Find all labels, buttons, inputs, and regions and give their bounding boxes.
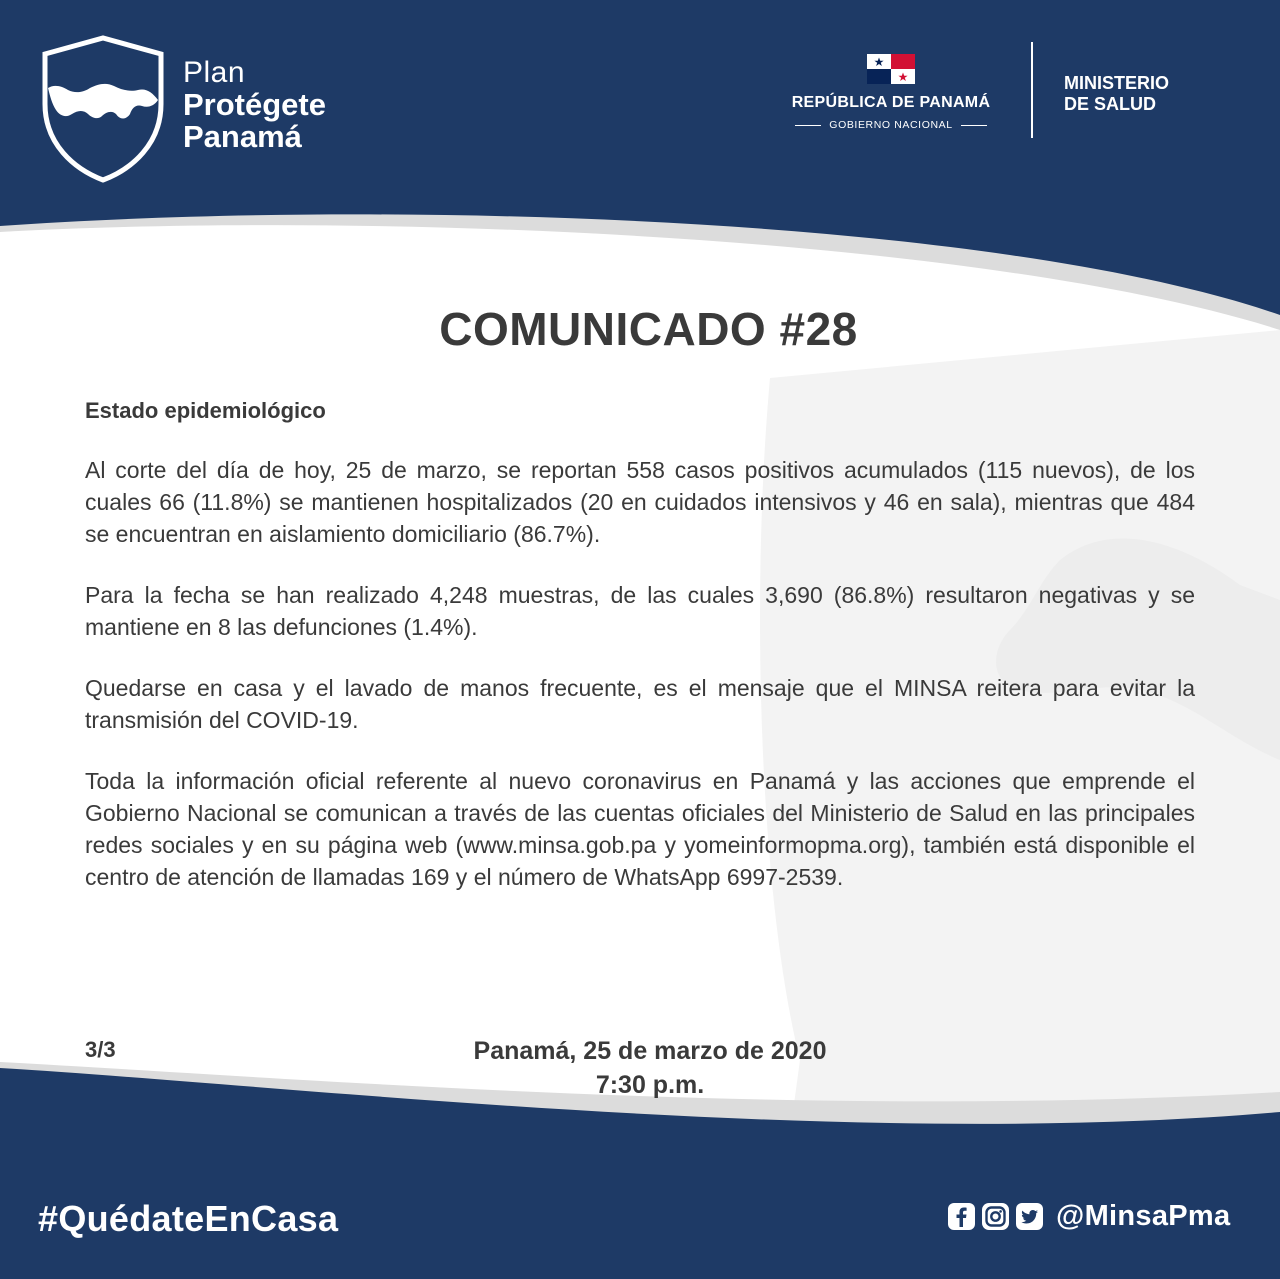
page-title: COMUNICADO #28 <box>439 303 858 355</box>
date-block <box>390 1034 910 1102</box>
paragraph-1: Al corte del día de hoy, 25 de marzo, se reportan 558 casos positivos acumulados (115 nuevos), de los cuales 66 (11.8%) se mantienen hospitalizados (20 en cuidados intensivos y 46 en sala), mientras que 484 se encuentran en aislamiento domiciliario (86.7%). <box>85 457 1195 547</box>
plan-shield-logo <box>40 34 166 184</box>
hashtag: #QuédateEnCasa <box>38 1198 339 1239</box>
ministry-line-2: DE SALUD <box>1064 94 1157 114</box>
republic-name: REPÚBLICA DE PANAMÁ <box>791 94 991 111</box>
date-line: Panamá, 25 de marzo de 2020 <box>473 1037 827 1065</box>
facebook-icon[interactable] <box>948 1203 975 1230</box>
plan-line-3: Panamá <box>183 119 302 154</box>
plan-title <box>183 58 326 152</box>
ministry-name <box>1064 73 1169 115</box>
paragraph-2: Para la fecha se han realizado 4,248 muestras, de las cuales 3,690 (86.8%) resultaron negativas y se mantiene en 8 las defunciones (1.4%). <box>85 582 1195 640</box>
section-heading: Estado epidemiológico <box>85 398 326 423</box>
paragraph-3: Quedarse en casa y el lavado de manos frecuente, es el mensaje que el MINSA reitera para evitar la transmisión del COVID-19. <box>85 675 1195 733</box>
plan-line-2: Protégete <box>183 87 326 122</box>
time-line: 7:30 p.m. <box>595 1071 705 1099</box>
republic-block <box>760 94 1022 131</box>
ministry-line-1: MINISTERIO <box>1064 73 1170 93</box>
page-number: 3/3 <box>85 1037 116 1062</box>
rule-left <box>795 125 821 126</box>
twitter-icon[interactable] <box>1016 1203 1043 1230</box>
social-links <box>948 1200 1230 1233</box>
communique-body <box>85 395 1195 922</box>
rule-right <box>961 125 987 126</box>
plan-line-1: Plan <box>183 56 246 89</box>
panama-map-icon <box>48 84 158 119</box>
social-handle[interactable]: @MinsaPma <box>1056 1200 1231 1232</box>
paragraph-4: Toda la información oficial referente al nuevo coronavirus en Panamá y las acciones que emprende el Gobierno Nacional se comunican a través de las cuentas oficiales del Ministerio de Salud en las principales redes sociales y en su página web (www.minsa.gob.pa y yomeinformopma.org), también está disponible el centro de atención de llamadas 169 y el número de WhatsApp 6997-2539. <box>85 768 1195 890</box>
header-divider <box>1031 42 1033 138</box>
government-line <box>760 119 1022 131</box>
panama-flag-icon <box>867 54 915 84</box>
instagram-icon[interactable] <box>982 1203 1009 1230</box>
government-name: GOBIERNO NACIONAL <box>829 119 953 131</box>
